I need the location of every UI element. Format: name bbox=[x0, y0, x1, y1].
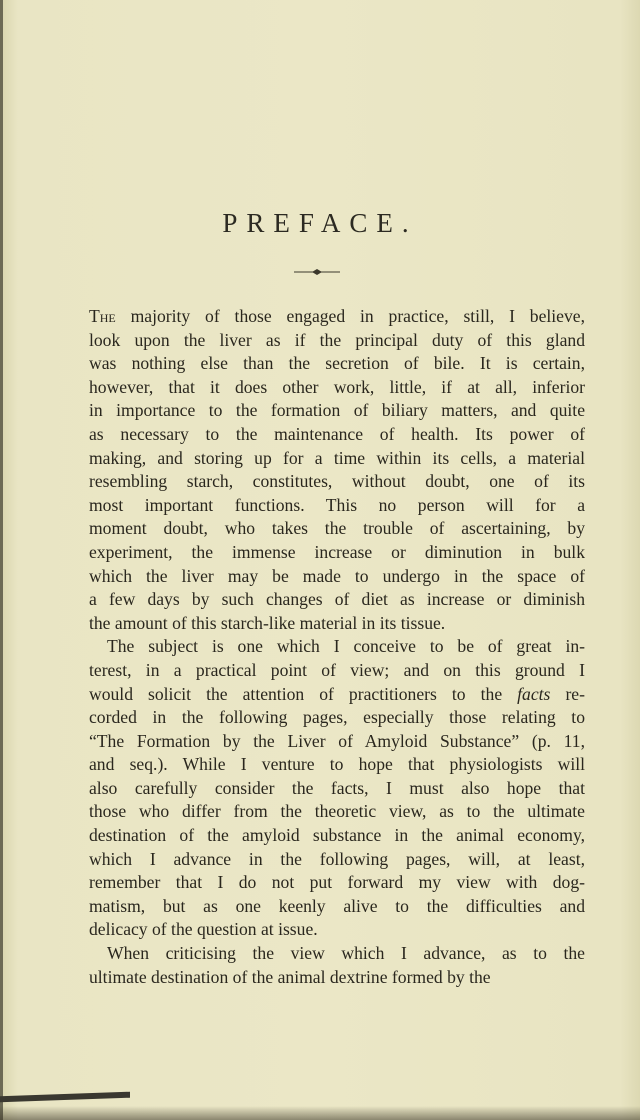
text-line: most important functions. This no person will for a bbox=[89, 494, 585, 515]
text-line: When criticising the view which I advance, as to the bbox=[107, 943, 585, 964]
text-line: “The Formation by the Liver of Amyloid Substance” (p. 11, bbox=[89, 730, 585, 751]
text-line: would solicit the attention of practitioners to the facts re- bbox=[89, 683, 585, 704]
text-line: The subject is one which I conceive to be of great in- bbox=[107, 636, 585, 657]
ornament-divider-icon bbox=[294, 268, 340, 276]
text-line: however, that it does other work, little, if at all, inferior bbox=[89, 376, 585, 397]
lead-word: The bbox=[89, 306, 116, 326]
text-line: making, and storing up for a time within its cells, a material bbox=[89, 447, 585, 468]
text-line: the amount of this starch-like material in its tissue. bbox=[89, 612, 446, 633]
paragraph bbox=[89, 305, 585, 635]
text-line: look upon the liver as if the principal duty of this gland bbox=[89, 329, 585, 350]
text-line: destination of the amyloid substance in the animal economy, bbox=[89, 825, 585, 846]
text-line: matism, but as one keenly alive to the difficulties and bbox=[89, 895, 585, 916]
text-line: terest, in a practical point of view; and on this ground I bbox=[89, 659, 585, 680]
paragraph bbox=[89, 635, 585, 942]
text-line: moment doubt, who takes the trouble of ascertaining, by bbox=[89, 518, 585, 539]
text-line: The majority of those engaged in practice, still, I believe, bbox=[89, 306, 585, 326]
text-line: corded in the following pages, especially those relating to bbox=[89, 707, 585, 728]
text-line: those who differ from the theoretic view, as to the ultimate bbox=[89, 801, 585, 822]
paragraph bbox=[89, 942, 585, 989]
text-line: which I advance in the following pages, will, at least, bbox=[89, 848, 585, 869]
text-line: a few days by such changes of diet as increase or diminish bbox=[89, 589, 585, 610]
text-line: also carefully consider the facts, I must also hope that bbox=[89, 777, 585, 798]
text-line: delicacy of the question at issue. bbox=[89, 919, 318, 940]
page-shadow bbox=[0, 1092, 130, 1103]
page-title: PREFACE. bbox=[222, 208, 418, 238]
italic-word: facts bbox=[517, 683, 551, 704]
text-line: ultimate destination of the animal dextrine formed by the bbox=[89, 966, 491, 987]
text-line: and seq.). While I venture to hope that physiologists will bbox=[89, 754, 585, 775]
text-line: resembling starch, constitutes, without doubt, one of its bbox=[89, 471, 585, 492]
text-line: as necessary to the maintenance of health. Its power of bbox=[89, 423, 585, 444]
page-edge bbox=[0, 0, 3, 1120]
text-line: which the liver may be made to undergo in the space of bbox=[89, 565, 585, 586]
page-bottom-edge bbox=[0, 1106, 640, 1120]
text-line: in importance to the formation of biliary matters, and quite bbox=[89, 400, 585, 421]
text-line: was nothing else than the secretion of bile. It is certain, bbox=[89, 353, 585, 374]
preface-body bbox=[89, 305, 585, 989]
text-line: remember that I do not put forward my view with dog- bbox=[89, 872, 585, 893]
text-line: experiment, the immense increase or diminution in bulk bbox=[89, 541, 585, 562]
